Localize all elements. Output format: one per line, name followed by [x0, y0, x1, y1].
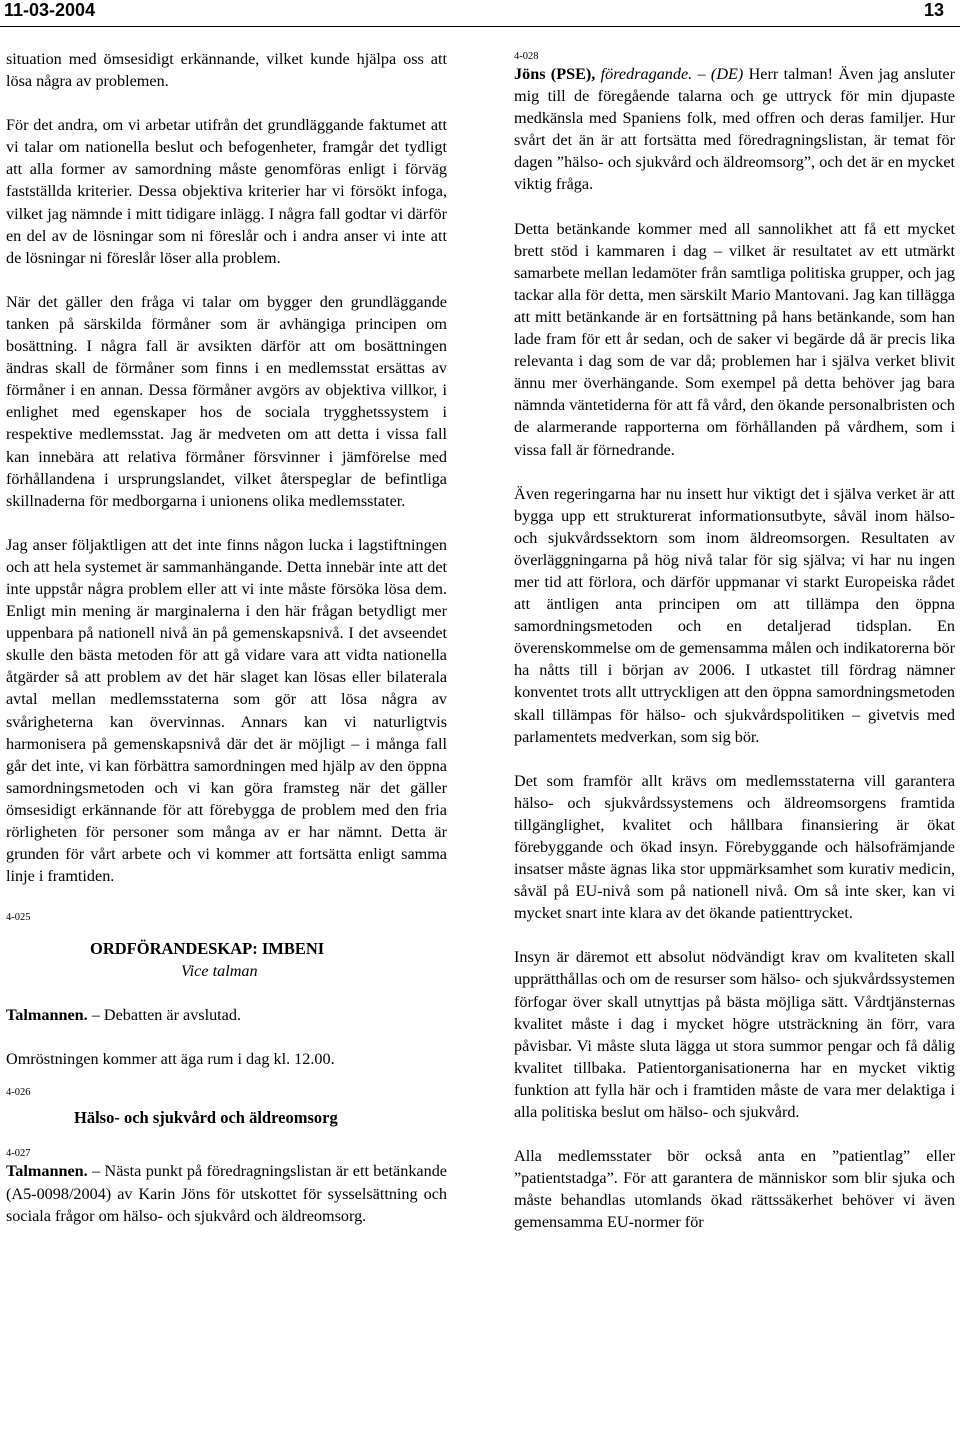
speech-text: – Nästa punkt på föredragningslistan är ett betänkande (A5-0098/2004) av Karin Jöns för utskottet för sysselsättning och sociala frågor om hälso- och sjukvård och äldreomsorg.: [6, 1162, 447, 1225]
paragraph: [514, 63, 955, 196]
item-number: 4-026: [6, 1087, 31, 1099]
page-header: [0, 0, 960, 28]
paragraph: Jag anser följaktligen att det inte finns någon lucka i lagstiftningen och att hela systemet är sammanhängande. Detta innebär inte att det inte uppstår några problem eller att vi inte måste försöka lösa dem. Enligt min mening är marginalerna i den här frågan betydligt mer uppenbara på nationell nivå än på gemenskapsnivå. I det avseendet skulle den bästa metoden för att gå vidare vara att vidta nationella åtgärder så att problem av det här slaget kan lösas eller bilaterala avtal mellan medlemsstaterna som gör att lösa några av svårigheterna kan övervinnas. Annars kan vi naturligtvis harmonisera på gemenskapsnivå där det är möjligt – i många fall går det inte, vi kan förbättra samordningen med hjälp av den öppna samordningsmetoden och vi kan göra framsteg när det gäller ömsesidigt erkännande för att förebygga de problem med den fria rörligheten för personer som många av er har nämnt. Detta är grunden för vårt arbete och vi kommer att fortsätta enligt samma linje i framtiden.: [6, 535, 447, 886]
speaker-role: föredragande.: [595, 65, 693, 83]
paragraph: [6, 1160, 447, 1226]
item-number: 4-028: [514, 51, 539, 62]
chair-title: ORDFÖRANDESKAP: IMBENI: [90, 939, 325, 959]
language-tag: – (DE): [692, 65, 744, 83]
page-number: 13: [923, 0, 944, 20]
right-column: [514, 50, 955, 1256]
chair-block: [6, 938, 447, 982]
paragraph: Det som framför allt krävs om medlemsstaterna vill garantera hälso- och sjukvårdssystemens och äldreomsorgens framtida tillgänglighet, kvalitet och hållbara finansiering är ökat förebyggande och ökad insyn. Förebyggande och hälsofrämjande insatser måste ägnas lika stor uppmärksamhet som kurativ medicin, såväl på EU-nivå som på nationell nivå. Om så inte sker, kan vi mycket snart inte klara av det ökande patienttrycket.: [514, 771, 955, 923]
paragraph: [6, 1004, 447, 1026]
speaker-name: Talmannen.: [6, 1162, 88, 1181]
paragraph: situation med ömsesidigt erkännande, vilket kunde hjälpa oss att lösa några av problemen.: [6, 50, 447, 91]
chair-subtitle: Vice talman: [181, 962, 258, 981]
speech-text: Herr talman! Även jag ansluter mig till de föregående talarna och ge uttryck för min djupaste medkänsla med Spaniens folk, med offren och deras familjer. Hur svårt det än är att fortsätta med föredragningslistan, är temat för dagen ”hälso- och sjukvård och äldreomsorg”, och det är en mycket viktig fråga.: [514, 65, 956, 194]
paragraph: Alla medlemsstater bör också anta en ”patientlag” eller ”patientstadga”. För att garantera de människor som blir sjuka och måste behandlas utomlands ökad rättssäkerhet behöver vi även gemensamma EU-normer för: [514, 1147, 955, 1232]
speech-text: – Debatten är avslutad.: [87, 1006, 242, 1025]
paragraph: För det andra, om vi arbetar utifrån det grundläggande faktumet att vi talar om nationella beslut och befogenheter, framgår det tydligt att alla former av samordning måste genomföras enligt i förväg fastställda kriterier. Dessa objektiva kriterier har vi försökt infoga, vilket jag nämnde i mitt tidigare inlägg. I några fall godtar vi därför en del av de lösningar som ni föreslår och i andra anser vi inte att de lösningar ni föreslår löser alla problem.: [6, 116, 447, 267]
speaker-name: Talmannen.: [6, 1006, 88, 1025]
header-rule: [0, 26, 960, 27]
header-date: 11-03-2004: [4, 0, 96, 20]
item-number: 4-027: [6, 1148, 31, 1160]
paragraph: Även regeringarna har nu insett hur viktigt det i själva verket är att bygga upp ett strukturerat informationsutbyte, såväl inom hälso- och sjukvårdssektorn som inom äldreomsorgen. Resultaten av överläggningarna på hög nivå talar för sig själva; vi har nu ingen mer tid att förlora, och därför uppmanar vi starkt Europeiska rådet att äntligen anta principen om att tillämpa den öppna samordningsmetoden och en detaljerad tidsplan. En överenskommelse om de gemensamma målen och indikatorerna bör ha nåtts till i början av 2006. I utkastet till fördrag nämner konventet trots allt uttryckligen att den öppna samordningsmetoden skall tillämpas för hälso- och sjukvårdspolitiken – givetvis med parlamentets medverkan, som sig bör.: [514, 484, 955, 746]
item-number: 4-025: [6, 912, 31, 924]
paragraph: Omröstningen kommer att äga rum i dag kl. 12.00.: [6, 1050, 335, 1069]
paragraph: När det gäller den fråga vi talar om bygger den grundläggande tanken på särskilda förmåner som är avhängiga principen om bosättning. I några fall är avsikten därför att om bosättningen ändras skall de förmåner som finns i en medlemsstat ersättas av förmåner i en annan. Dessa förmåner avgörs av objektiva villkor, i enlighet med egenskaper hos de sociala trygghetssystem i respektive medlemsstat. Jag är medveten om att detta i vissa fall kan innebära att relativa förmåner försvinner i jämförelse med förhållandena i ursprungslandet, vilket återspeglar de befintliga skillnaderna för medborgarna i unionens olika medlemsstater.: [6, 292, 447, 510]
section-title: Hälso- och sjukvård och äldreomsorg: [74, 1108, 338, 1128]
paragraph: Insyn är däremot ett absolut nödvändigt krav om kvaliteten skall upprätthållas och om de resurser som hälso- och sjukvårdssystemen förfogar över skall utnyttjas på bästa möjliga sätt. Vårdtjänsternas kvalitet måste i dag i mycket högre utsträckning än förr, vara påvisbar. Vi måste sluta lägga ut stora summor pengar och få dålig kvalitet tillbaka. Patientorganisationerna har en mycket viktig funktion att fylla här och i framtiden måste de vara mer delaktiga i alla politiska beslut om hälso- och sjukvård.: [514, 948, 955, 1122]
paragraph: Detta betänkande kommer med all sannolikhet att få ett mycket brett stöd i kammaren i dag – vilket är resultatet av ett utmärkt samarbete mellan ledamöter från samtliga politiska grupper, och jag tackar alla för detta, men särskilt Mario Mantovani. Jag kan tillägga att mitt betänkande är en fortsättning på hans betänkande, som han lade fram för ett år sedan, och de saker vi begärde då är precis lika relevanta i dag som de var då; problemen har i själva verket blivit ännu mer överhängande. Som exempel på detta behöver jag bara nämnda väntetiderna för att få vård, den ökande personalbristen och de alarmerande rapporterna om förhållanden på vårdhem, som i vissa fall är förnedrande.: [514, 219, 955, 459]
left-column: [6, 48, 447, 1249]
speaker-name: Jöns (PSE),: [514, 65, 596, 83]
